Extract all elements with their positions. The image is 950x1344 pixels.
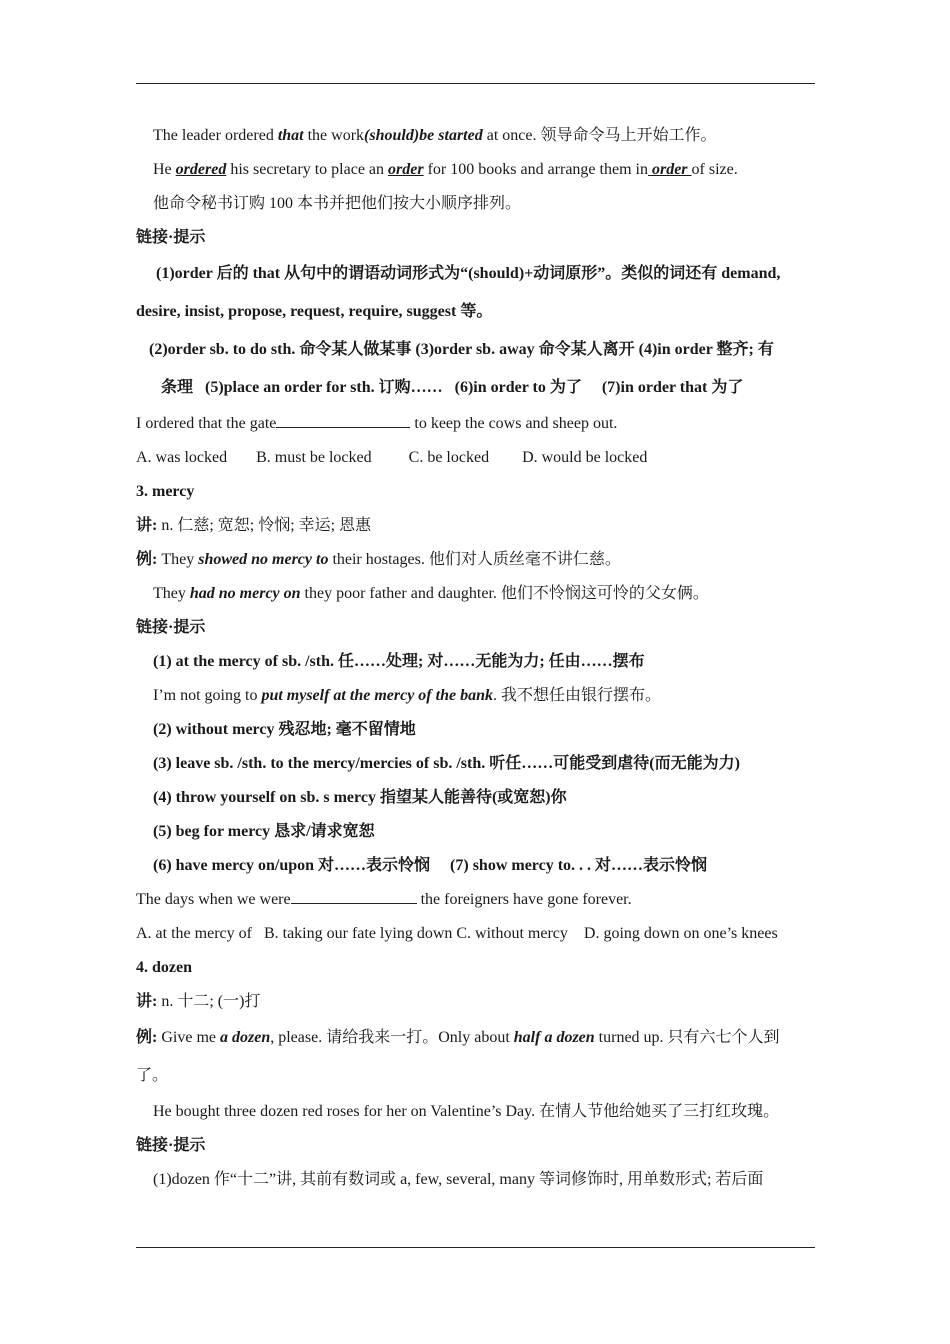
emphasis: that (277, 127, 304, 144)
section-heading-mercy: 3. mercy (136, 483, 195, 500)
text: n. 十二; (一)打 (157, 993, 261, 1010)
mercy-note-2: (2) without mercy 残忍地; 毫不留情地 (153, 721, 416, 738)
text: The leader ordered (153, 127, 278, 144)
mercy-note-6: (6) have mercy on/upon 对……表示怜悯 (7) show mercy to. . . 对……表示怜悯 (153, 857, 708, 874)
text: for 100 books and arrange them in (423, 161, 648, 178)
question-text: The days when we were (136, 891, 291, 908)
text: They (157, 551, 199, 568)
text: He (153, 161, 176, 178)
example-order-2 (136, 153, 815, 187)
emphasis: ordered (175, 161, 227, 178)
text: at once. 领导命令马上开始工作。 (482, 127, 717, 144)
order-note-1: (1)order 后的 that 从句中的谓语动词形式为“(should)+动词原形”。类似的词还有 demand, (156, 265, 781, 282)
hint-heading: 链接·提示 (136, 619, 206, 636)
text: Give me (157, 1029, 220, 1046)
text: they poor father and daughter. 他们不怜悯这可怜的父女俩。 (300, 585, 709, 602)
mercy-note-1: (1) at the mercy of sb. /sth. 任……处理; 对……无能为力; 任由……摆布 (153, 653, 645, 670)
question-text: the foreigners have gone forever. (416, 891, 632, 908)
option-c: C. be locked (408, 449, 490, 466)
mercy-note-5: (5) beg for mercy 恳求/请求宽恕 (153, 823, 375, 840)
header-rule (136, 83, 815, 84)
dozen-example-1 (136, 1019, 815, 1057)
label: 讲: (136, 517, 158, 534)
option-a: A. was locked (136, 449, 228, 466)
exercise-2 (136, 883, 815, 917)
text: n. 仁慈; 宽恕; 怜悯; 幸运; 恩惠 (157, 517, 372, 534)
dozen-example-1-cont: 了。 (136, 1067, 169, 1084)
text: turned up. 只有六七个人到 (594, 1029, 780, 1046)
dozen-note-1: (1)dozen 作“十二”讲, 其前有数词或 a, few, several, many 等词修饰时, 用单数形式; 若后面 (153, 1171, 764, 1188)
mercy-note-1-example (136, 679, 815, 713)
question-text: to keep the cows and sheep out. (410, 415, 618, 432)
footer-rule (136, 1247, 815, 1248)
mercy-example-2 (136, 577, 815, 611)
answer-blank (276, 413, 410, 428)
section-heading-dozen: 4. dozen (136, 959, 192, 976)
exercise-1-options (136, 441, 815, 475)
answer-blank (291, 889, 417, 904)
mercy-example-1 (136, 543, 815, 577)
emphasis: showed no mercy to (198, 551, 329, 568)
text: their hostages. 他们对人质丝毫不讲仁慈。 (328, 551, 621, 568)
mercy-note-3: (3) leave sb. /sth. to the mercy/mercies of sb. /sth. 听任……可能受到虐待(而无能为力) (153, 755, 740, 772)
emphasis: (should)be started (364, 127, 483, 144)
mercy-definition (136, 509, 815, 543)
emphasis: order (647, 161, 692, 178)
dozen-definition (136, 985, 815, 1019)
emphasis: half a dozen (513, 1029, 595, 1046)
mercy-note-4: (4) throw yourself on sb. s mercy 指望某人能善待(或宽恕)你 (153, 789, 567, 806)
text: the work (303, 127, 365, 144)
question-text: I ordered that the gate (136, 415, 277, 432)
order-note-3: 条理 (5)place an order for sth. 订购…… (6)in order to 为了 (7)in order that 为了 (161, 379, 744, 396)
hint-heading: 链接·提示 (136, 229, 206, 246)
text: . 我不想任由银行摆布。 (492, 687, 661, 704)
text: I’m not going to (153, 687, 262, 704)
exercise-2-options: A. at the mercy of B. taking our fate lying down C. without mercy D. going down on one’s knees (136, 925, 778, 942)
option-b: B. must be locked (256, 449, 372, 466)
emphasis: a dozen (220, 1029, 271, 1046)
emphasis: put myself at the mercy of the bank (261, 687, 493, 704)
hint-heading: 链接·提示 (136, 1137, 206, 1154)
order-note-2: (2)order sb. to do sth. 命令某人做某事 (3)order sb. away 命令某人离开 (4)in order 整齐; 有 (149, 341, 774, 358)
example-order-2-translation: 他命令秘书订购 100 本书并把他们按大小顺序排列。 (153, 195, 522, 212)
document-body (136, 119, 815, 1197)
label: 例: (136, 1029, 158, 1046)
label: 例: (136, 551, 158, 568)
order-note-1-cont: desire, insist, propose, request, require, suggest 等。 (136, 303, 493, 320)
emphasis: order (388, 161, 424, 178)
label: 讲: (136, 993, 158, 1010)
text: of size. (691, 161, 738, 178)
dozen-example-2: He bought three dozen red roses for her on Valentine’s Day. 在情人节他给她买了三打红玫瑰。 (153, 1103, 780, 1120)
option-d: D. would be locked (522, 449, 648, 466)
text: his secretary to place an (226, 161, 389, 178)
exercise-1 (136, 407, 815, 441)
text: , please. 请给我来一打。Only about (270, 1029, 514, 1046)
emphasis: had no mercy on (189, 585, 301, 602)
text: They (153, 585, 190, 602)
example-order-1 (136, 119, 815, 153)
